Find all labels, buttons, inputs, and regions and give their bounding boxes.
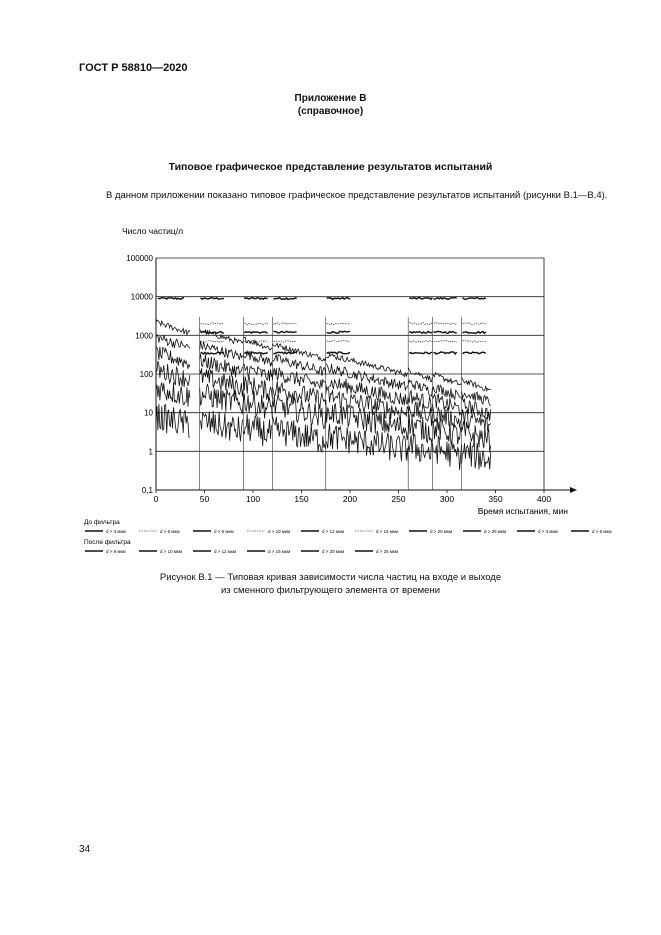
upstream-series-line: [327, 331, 350, 333]
x-axis-label: Время испытания, мин: [477, 506, 568, 516]
downstream-series-line: [408, 380, 432, 396]
legend-entry-label: d > 3 мкм: [538, 529, 558, 534]
upstream-series-line: [409, 331, 432, 333]
legend-entry-label: d > 25 мкм: [376, 549, 399, 554]
x-axis-arrow: [570, 487, 577, 493]
legend-entry-label: d > 10 мкм: [160, 549, 183, 554]
downstream-series-line: [156, 335, 190, 348]
x-tick-label: 100: [245, 494, 261, 504]
downstream-series-line: [156, 320, 190, 335]
downstream-series-line: [200, 384, 244, 414]
upstream-series-line: [201, 341, 224, 343]
upstream-series-line: [433, 331, 456, 333]
legend-entry-label: d > 12 мкм: [214, 549, 237, 554]
downstream-series-line: [200, 341, 244, 360]
upstream-series-line: [463, 298, 486, 300]
x-tick-label: 50: [199, 494, 210, 504]
downstream-series-line: [408, 415, 432, 443]
x-tick-label: 350: [488, 494, 503, 504]
upstream-series-line: [433, 341, 456, 343]
upstream-series-line: [273, 352, 296, 354]
appendix-subtitle: (справочное): [297, 106, 364, 117]
particle-count-chart: [84, 222, 612, 557]
caption-line-2: из сменного фильтрующего элемента от времени: [220, 585, 440, 596]
downstream-series-line: [200, 329, 244, 343]
legend-entry-label: d > 15 мкм: [376, 529, 399, 534]
legend-entry-label: d > 3 мкм: [106, 529, 126, 534]
legend-entry-label: d > 6 мкм: [160, 529, 180, 534]
y-tick-label: 1: [148, 447, 153, 457]
upstream-series-line: [409, 340, 432, 342]
upstream-series-line: [433, 323, 456, 325]
downstream-series-line: [243, 337, 272, 350]
x-tick-label: 0: [153, 494, 159, 504]
upstream-series-line: [273, 341, 296, 343]
legend-entry-label: d > 15 мкм: [268, 549, 291, 554]
upstream-series-line: [463, 323, 486, 325]
downstream-series-line: [156, 382, 190, 406]
upstream-series-line: [273, 323, 296, 325]
section-title: Типовое графическое представление результатов испытаний: [168, 161, 493, 173]
series-group: [156, 298, 491, 491]
caption-line-1: Рисунок В.1 — Типовая кривая зависимости числа частиц на входе и выходе: [159, 572, 502, 583]
upstream-series-line: [273, 331, 296, 333]
legend-entry-label: d > 6 мкм: [592, 529, 612, 534]
downstream-series-line: [243, 414, 272, 446]
upstream-series-line: [244, 323, 267, 325]
y-tick-label: 1000: [135, 331, 153, 341]
y-tick-label: 100000: [126, 254, 153, 263]
downstream-series-line: [272, 394, 325, 429]
body-paragraph: В данном приложении показано типовое графическое представление результатов испытаний (рисунки В.1—В.4).: [106, 190, 608, 201]
upstream-series-line: [463, 332, 486, 334]
upstream-series-line: [433, 298, 456, 300]
legend-entry-label: d > 10 мкм: [268, 529, 291, 534]
downstream-series-line: [326, 354, 408, 377]
upstream-series-line: [463, 352, 486, 354]
downstream-series-line: [462, 421, 491, 452]
legend: [84, 519, 612, 554]
figure-caption: [0, 571, 661, 597]
y-tick-label: 0,1: [141, 486, 153, 495]
downstream-series-line: [432, 385, 461, 399]
upstream-series-line: [409, 298, 432, 300]
legend-entry-label: d > 6 мкм: [214, 529, 234, 534]
upstream-series-line: [409, 323, 432, 325]
upstream-series-line: [327, 298, 350, 300]
upstream-series-line: [327, 340, 350, 342]
upstream-series-line: [244, 298, 267, 300]
y-tick-label: 100: [139, 370, 153, 379]
upstream-series-line: [201, 298, 224, 300]
upstream-series-line: [409, 352, 432, 354]
upstream-series-line: [158, 298, 184, 300]
grid: [156, 258, 544, 490]
downstream-series-line: [462, 441, 491, 470]
x-tick-label: 200: [342, 494, 358, 504]
page-number: 34: [79, 844, 91, 855]
y-tick-label: 10000: [130, 292, 153, 302]
x-tick-label: 150: [294, 494, 309, 504]
downstream-series-line: [326, 378, 408, 405]
y-tick-label: 10: [144, 408, 153, 418]
upstream-series-line: [244, 332, 267, 334]
downstream-series-line: [156, 404, 190, 437]
x-tick-label: 400: [536, 494, 552, 504]
downstream-series-line: [243, 364, 272, 381]
downstream-series-line: [200, 411, 244, 442]
legend-before-label: До фильтра: [84, 519, 120, 526]
upstream-series-line: [463, 340, 486, 342]
downstream-series-line: [156, 346, 190, 368]
x-tick-label: 300: [439, 494, 455, 504]
downstream-series-line: [408, 434, 432, 461]
downstream-series-line: [462, 377, 491, 390]
legend-entry-label: d > 20 мкм: [430, 529, 453, 534]
standard-header: ГОСТ Р 58810—2020: [79, 62, 188, 74]
legend-entry-label: d > 20 мкм: [322, 549, 345, 554]
upstream-series-line: [327, 323, 350, 325]
legend-entry-label: d > 12 мкм: [322, 529, 345, 534]
legend-after-label: После фильтра: [84, 539, 131, 546]
legend-entry-label: d > 8 мкм: [106, 549, 126, 554]
downstream-series-line: [432, 373, 461, 385]
upstream-series-line: [433, 352, 456, 354]
axes: [126, 254, 577, 504]
x-tick-label: 250: [391, 494, 406, 504]
upstream-series-line: [201, 323, 224, 325]
upstream-series-line: [273, 298, 296, 300]
appendix-title: Приложение В: [294, 93, 367, 104]
legend-entry-label: d > 25 мкм: [484, 529, 507, 534]
y-axis-label: Число частиц/л: [122, 226, 184, 236]
upstream-series-line: [327, 352, 350, 354]
downstream-series-line: [408, 368, 432, 382]
